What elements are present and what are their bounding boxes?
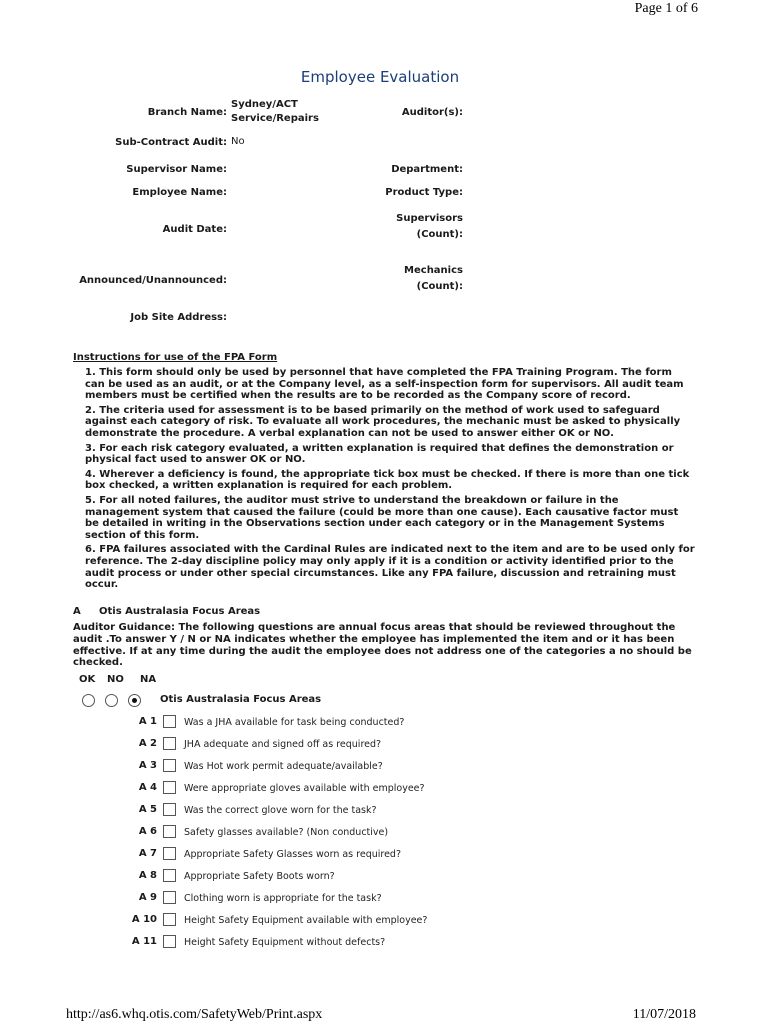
product-type-label: Product Type: bbox=[385, 187, 463, 198]
department-label: Department: bbox=[391, 164, 463, 175]
question-code: A 7 bbox=[138, 848, 157, 859]
question-checkbox[interactable] bbox=[163, 913, 176, 926]
ok-radio[interactable] bbox=[82, 694, 95, 707]
question-code: A 9 bbox=[138, 892, 157, 903]
supervisors-count-label-line2: (Count): bbox=[416, 229, 463, 240]
instruction-item: 1. This form should only be used by personnel that have completed the FPA Training Program. The form can be used as an audit, or at the Company level, as a self-inspection form for supervisors. All audit team members must be certified when the results are to be recorded as the Company score of record. bbox=[85, 367, 684, 402]
na-radio[interactable] bbox=[128, 694, 141, 707]
question-code: A 3 bbox=[138, 760, 157, 771]
mechanics-count-label-line2: (Count): bbox=[416, 281, 463, 292]
auditor-guidance: Auditor Guidance: The following questions are annual focus areas that should be reviewed throughout the audit .To answer Y / N or NA indicates whether the employee has implemented the item and or it has been effective. If at any time during the audit the employee does not address one of the categories a no should be checked. bbox=[73, 622, 692, 669]
question-checkbox[interactable] bbox=[163, 781, 176, 794]
question-code: A 10 bbox=[131, 914, 157, 925]
question-text: Was the correct glove worn for the task? bbox=[184, 805, 377, 816]
auditors-label: Auditor(s): bbox=[401, 107, 463, 118]
focus-areas-group-label: Otis Australasia Focus Areas bbox=[160, 694, 322, 705]
question-code: A 5 bbox=[138, 804, 157, 815]
question-text: JHA adequate and signed off as required? bbox=[184, 739, 382, 750]
question-checkbox[interactable] bbox=[163, 715, 176, 728]
question-checkbox[interactable] bbox=[163, 869, 176, 882]
column-na-label: NA bbox=[140, 674, 157, 685]
subcontract-audit-label: Sub-Contract Audit: bbox=[115, 137, 227, 148]
question-text: Was a JHA available for task being conducted? bbox=[184, 717, 405, 728]
question-text: Height Safety Equipment available with employee? bbox=[184, 915, 428, 926]
branch-name-value-line1: Sydney/ACT bbox=[231, 99, 298, 110]
question-checkbox[interactable] bbox=[163, 737, 176, 750]
question-text: Was Hot work permit adequate/available? bbox=[184, 761, 383, 772]
question-checkbox[interactable] bbox=[163, 759, 176, 772]
question-checkbox[interactable] bbox=[163, 825, 176, 838]
supervisor-name-label: Supervisor Name: bbox=[126, 164, 227, 175]
question-text: Were appropriate gloves available with employee? bbox=[184, 783, 425, 794]
print-footer-date: 11/07/2018 bbox=[632, 1007, 696, 1022]
question-code: A 6 bbox=[138, 826, 157, 837]
question-checkbox[interactable] bbox=[163, 847, 176, 860]
question-text: Appropriate Safety Boots worn? bbox=[184, 871, 335, 882]
branch-name-value-line2: Service/Repairs bbox=[231, 113, 319, 124]
no-radio[interactable] bbox=[105, 694, 118, 707]
section-heading bbox=[73, 606, 260, 617]
column-ok-label: OK bbox=[79, 674, 96, 685]
branch-name-label: Branch Name: bbox=[147, 107, 227, 118]
question-code: A 4 bbox=[138, 782, 157, 793]
print-footer-url: http://as6.whq.otis.com/SafetyWeb/Print.aspx bbox=[66, 1007, 323, 1022]
question-code: A 11 bbox=[131, 936, 157, 947]
question-code: A 1 bbox=[138, 716, 157, 727]
section-letter: A bbox=[73, 606, 81, 617]
question-text: Clothing worn is appropriate for the task? bbox=[184, 893, 382, 904]
mechanics-count-label-line1: Mechanics bbox=[404, 265, 463, 276]
print-page-number: Page 1 of 6 bbox=[634, 1, 698, 16]
subcontract-audit-value: No bbox=[231, 136, 245, 147]
job-site-address-label: Job Site Address: bbox=[130, 312, 227, 323]
instruction-item: 5. For all noted failures, the auditor must strive to understand the breakdown or failure in the management system that caused the failure (could be more than one cause). Each causative factor must be detailed in writing in the Observations section under each category or in the Management Systems section of this form. bbox=[85, 494, 679, 541]
question-code: A 8 bbox=[138, 870, 157, 881]
page-title: Employee Evaluation bbox=[300, 68, 460, 86]
question-text: Appropriate Safety Glasses worn as required? bbox=[184, 849, 401, 860]
announced-label: Announced/Unannounced: bbox=[79, 275, 227, 286]
section-title: Otis Australasia Focus Areas bbox=[99, 606, 261, 617]
question-checkbox[interactable] bbox=[163, 891, 176, 904]
employee-name-label: Employee Name: bbox=[132, 187, 227, 198]
instruction-item: 2. The criteria used for assessment is to be based primarily on the method of work used to safeguard against each category of risk. To evaluate all work procedures, the mechanic must be asked to physically demonstrate the procedure. A verbal explanation can not be used to answer either OK or NO. bbox=[85, 404, 681, 439]
instruction-item: 4. Wherever a deficiency is found, the appropriate tick box must be checked. If there is more than one tick box checked, a written explanation is required for each problem. bbox=[85, 468, 690, 492]
question-text: Height Safety Equipment without defects? bbox=[184, 937, 386, 948]
question-code: A 2 bbox=[138, 738, 157, 749]
question-text: Safety glasses available? (Non conductive) bbox=[184, 827, 389, 838]
audit-date-label: Audit Date: bbox=[162, 224, 227, 235]
instructions-list bbox=[85, 367, 695, 594]
instruction-item: 3. For each risk category evaluated, a written explanation is required that defines the demonstration or physical fact used to answer OK or NO. bbox=[85, 442, 674, 466]
column-no-label: NO bbox=[107, 674, 124, 685]
question-checkbox[interactable] bbox=[163, 935, 176, 948]
supervisors-count-label-line1: Supervisors bbox=[396, 213, 463, 224]
instructions-title: Instructions for use of the FPA Form bbox=[73, 352, 278, 363]
instruction-item: 6. FPA failures associated with the Cardinal Rules are indicated next to the item and are to be used only for reference. The 2-day discipline policy may only apply if it is a condition or activity identified prior to the audit process or under other special circumstances. Like any FPA failure, discussion and retraining must occur. bbox=[85, 544, 695, 591]
question-checkbox[interactable] bbox=[163, 803, 176, 816]
